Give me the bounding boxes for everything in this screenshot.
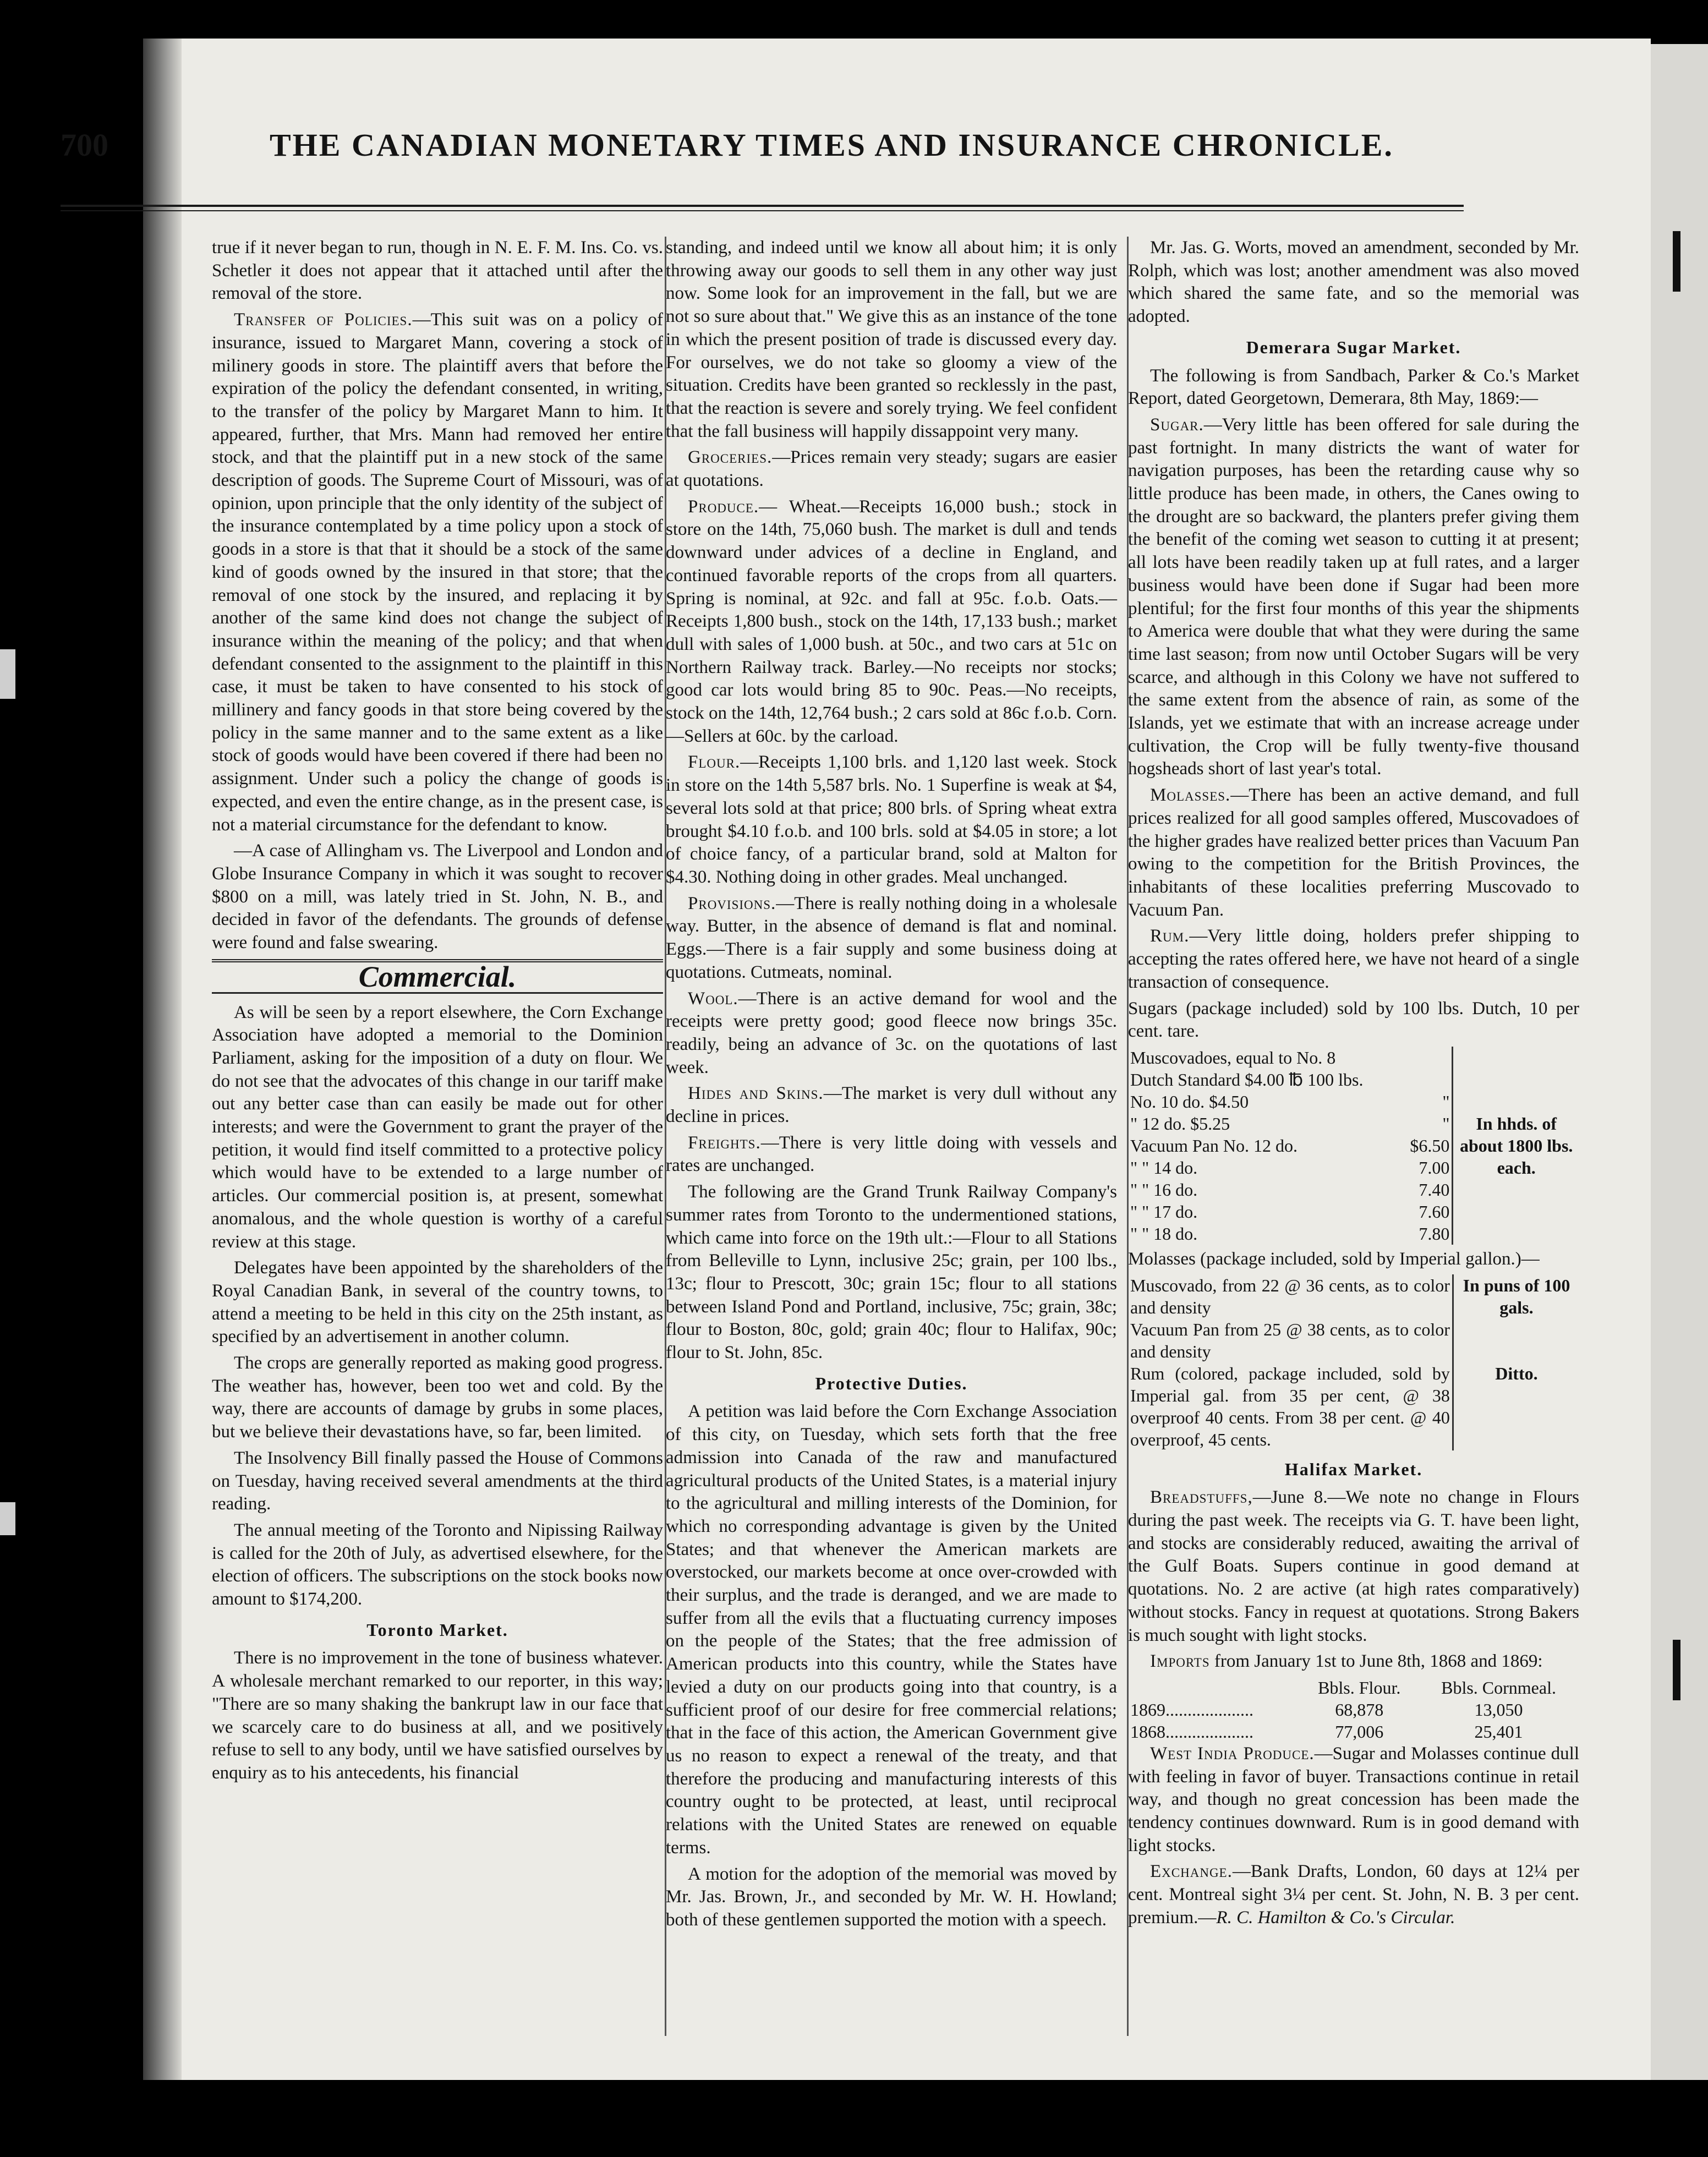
section-lead: Transfer of Policies. (234, 310, 413, 330)
sugar-price: 7.60 (1419, 1201, 1450, 1222)
paragraph-text: from January 1st to June 8th, 1868 and 1869: (1214, 1651, 1543, 1672)
section-lead: Groceries. (688, 447, 773, 468)
sugar-price: 7.00 (1419, 1157, 1450, 1178)
paragraph-produce (666, 496, 1117, 748)
section-lead: Flour. (688, 752, 741, 773)
paragraph: —A case of Allingham vs. The Liverpool and London and Globe Insurance Company in which it was sought to recover $800 on a mill, was lately tried in St. John, N. B., and decided in favor of the defendants. The grounds of defense were found and false swearing. (212, 841, 663, 953)
molasses-row: Muscovado, from 22 @ 36 cents, as to color and density (1130, 1275, 1450, 1317)
paragraph: The crops are generally reported as making good progress. The weather has, however, been too wet and cold. By the way, there are accounts of damage by grubs in some places, but we believe their devastations have, so far, been limited. (212, 1353, 663, 1442)
molasses-row: Vacuum Pan from 25 @ 38 cents, as to color and density (1130, 1319, 1450, 1361)
binding-mark (1673, 231, 1680, 292)
facing-page-edge (1651, 44, 1708, 2080)
paragraph-text: —Prices remain very steady; sugars are easier at quotations. (666, 447, 1117, 491)
section-lead: Exchange. (1150, 1862, 1233, 1882)
sugar-grade: " 12 do. $5.25 (1130, 1113, 1230, 1134)
table-row (1128, 1699, 1579, 1721)
imports-header: Bbls. Cornmeal. (1441, 1677, 1556, 1698)
film-edge-mark (0, 1502, 15, 1535)
imports-header (1128, 1677, 1300, 1699)
imports-cell: 13,050 (1474, 1699, 1523, 1720)
imports-cell: 1868.................... (1130, 1721, 1253, 1742)
paragraph: The following is from Sandbach, Parker & Co.'s Market Report, dated Georgetown, Demerara, 8th May, 1869:— (1128, 365, 1579, 409)
paragraph-text: —Receipts 1,100 brls. and 1,120 last week. Stock in store on the 14th 5,587 brls. No. 1 Superfine is weak at $4, several lots sold at that price; 800 brls. of Spring wheat extra brought $4.10 f.o.b. and 100 brls. sold at $4.05 in store; a lot of choice fancy, of a particular brand, sold at Malton for $4.30. Nothing doing in other grades. Meal unchanged. (666, 752, 1117, 887)
paragraph-text: —Sugar and Molasses continue dull with feeling in favor of buyer. Transactions continue in retail way, and though no great concession has been made the tendency continues downward. Rum is in good demand with light stocks. (1128, 1743, 1579, 1855)
column-2 (666, 237, 1117, 1935)
paragraph: standing, and indeed until we know all about him; it is only throwing away our goods to sell them in any other way just now. Some look for an improvement in the fall, but we are not so sure about that." We give this as an instance of the tone in which the present position of trade is discussed every day. For ourselves, we do not take so gloomy a view of the situation. Credits have been granted so recklessly in the past, that the reaction is severe and sorely trying. We feel confident that the fall business will happily dissappoint very many. (666, 238, 1117, 441)
paragraph-groceries (666, 446, 1117, 492)
imports-cell: 1869.................... (1130, 1699, 1253, 1720)
paragraph: A motion for the adoption of the memorial was moved by Mr. Jas. Brown, Jr., and seconded by Mr. W. H. Howland; both of these gentlemen supported the motion with a speech. (666, 1864, 1117, 1930)
toronto-market-heading: Toronto Market. (366, 1619, 508, 1640)
sugar-price: $6.50 (1410, 1135, 1450, 1156)
paragraph-exchange (1128, 1860, 1579, 1929)
demerara-heading: Demerara Sugar Market. (1246, 337, 1461, 357)
paragraph-west-india (1128, 1743, 1579, 1858)
sugar-grade: Muscovadoes, equal to No. 8 (1130, 1047, 1336, 1067)
sugar-grade: " " 16 do. (1130, 1179, 1198, 1200)
paragraph: As will be seen by a report elsewhere, the Corn Exchange Association have adopted a memorial to the Dominion Parliament, asking for the imposition of a duty on flour. We do not see that the advocates of this change in our tariff make out any better case than can easily be made out for other interests; and were the Government to grant the prayer of the petition, it would find itself committed to a protective policy which would have to be extended to a large number of articles. Our commercial position is, at present, somewhat anomalous, and the whole question is worthy of a careful review at this stage. (212, 1002, 663, 1252)
sugar-price (1408, 1047, 1453, 1069)
paragraph: true if it never began to run, though in N. E. F. M. Ins. Co. vs. Schetler it does not appear that it attached until after the removal of the store. (212, 238, 663, 304)
paragraph-text: —There has been an active demand, and full prices realized for all good samples offered, Muscovadoes of the higher grades have realized better prices than Vacuum Pan owing to the competition for the British Provinces, the inhabitants of these localities preferring Muscovado to Vacuum Pan. (1128, 785, 1579, 920)
sugar-grade: " " 14 do. (1130, 1157, 1198, 1178)
paragraph-text: —There is really nothing doing in a wholesale way. Butter, in the absence of demand is flat and nominal. Eggs.—There is a fair supply and some business doing at quotations. Cutmeats, nominal. (666, 893, 1117, 982)
paragraph-wool (666, 988, 1117, 1080)
section-lead: Produce. (688, 496, 759, 517)
molasses-rows (1128, 1274, 1453, 1362)
paragraph-sugar (1128, 414, 1579, 781)
paragraph-rum (1128, 925, 1579, 994)
paragraph: Mr. Jas. G. Worts, moved an amendment, seconded by Mr. Rolph, which was lost; another amendment was also moved which shared the same fate, and so the memorial was adopted. (1128, 238, 1579, 327)
commercial-heading: Commercial. (212, 959, 663, 994)
column-1 (212, 237, 663, 1788)
section-lead: Hides and Skins. (688, 1083, 824, 1104)
page-header (61, 110, 1464, 171)
molasses-table-title: Molasses (package included, sold by Imperial gallon.)— (1128, 1249, 1540, 1269)
imports-cell: 25,401 (1474, 1721, 1523, 1742)
section-lead: Freights. (688, 1132, 761, 1153)
sugar-price: 7.40 (1419, 1179, 1450, 1200)
sugar-grade: No. 10 do. $4.50 (1130, 1091, 1249, 1112)
table-row (1128, 1047, 1579, 1069)
paragraph-molasses (1128, 784, 1579, 922)
paragraph-text: —There is very little doing with vessels and rates are unchanged. (666, 1132, 1117, 1176)
paragraph-text: —Very little doing, holders prefer shipping to accepting the rates offered here, we have not heard of a single transaction of consequence. (1128, 926, 1579, 992)
paragraph-text: —Very little has been offered for sale during the past fortnight. In many districts the want of water for navigation purposes, has been the retarding cause why so little produce has been made, in others, the Canes owing to the drought are so backward, the planters prefer giving them the benefit of the coming wet season to cutting it at present; all lots have been readily taken up at full rates, and a larger business would have been done if Sugar had been more plentiful; for the first four months of this year the shipments to America were double that what they were during the same time last season; from now until October Sugars will be very scarce, and although in this Colony we have not suffered to the same extent from the absence of rain, as some of the Islands, yet we estimate that with an increase acreage under cultivation, the Crop will be fully twenty-five thousand hogsheads short of last year's total. (1128, 414, 1579, 779)
section-lead: Imports (1150, 1651, 1210, 1672)
paragraph: Delegates have been appointed by the shareholders of the Royal Canadian Bank, in several of the country towns, to attend a meeting to be held in this city on the 25th instant, as specified by an advertisement in another column. (212, 1258, 663, 1347)
paragraph-breadstuffs (1128, 1486, 1579, 1647)
film-edge-mark (0, 649, 15, 699)
sugars-table-title: Sugars (package included) sold by 100 lbs. Dutch, 10 per cent. tare. (1128, 998, 1579, 1042)
sugar-grade: " " 17 do. (1130, 1201, 1198, 1222)
sugars-table (1128, 1047, 1579, 1245)
paragraph-freights (666, 1132, 1117, 1178)
paragraph-imports (1128, 1650, 1579, 1673)
paragraph: The following are the Grand Trunk Railway Company's summer rates from Toronto to the undermentioned stations, which came into force on the 19th ult.:—Flour to all Stations from Belleville to Lynn, inclusive 25c; grain, per 100 lbs., 13c; flour to Prescott, 30c; grain 15c; flour to all stations between Island Pond and Portland, inclusive, 75c; grain, 38c; flour to Boston, 80c, gold; grain 40c; flour to Halifax, 90c; flour to St. John, 85c. (666, 1182, 1117, 1363)
paragraph-hides (666, 1082, 1117, 1128)
paragraph: A petition was laid before the Corn Exchange Association of this city, on Tuesday, which sets forth that the free admission into Canada of the raw and manufactured agricultural products of the United States, is a material injury to the agricultural and milling interests of the Dominion, for which no corresponding advantage is given by the United States; and that whenever the American markets are overstocked, our markets become at once over-crowded with their surplus, and the trade is deranged, and we are made to suffer from all the evils that a fluctuating currency imposes on the people of the States; that the free admission of American products into this country, while the States have levied a duty on our products going into that country, is a sufficient proof of our desire for free commercial relations; that in the face of this action, the American Government give us no reason to expect a renewal of the treaty, and that therefore the producing and manufacturing interests of this country ought to be protected, at least, until reciprocal relations with the United States are renewed on equable terms. (666, 1401, 1117, 1858)
column-3 (1128, 237, 1579, 1933)
paragraph: The Insolvency Bill finally passed the House of Commons on Tuesday, having received several amendments at the third reading. (212, 1448, 663, 1514)
publication-title: THE CANADIAN MONETARY TIMES AND INSURANCE CHRONICLE. (270, 127, 1394, 163)
section-lead: Molasses. (1150, 785, 1231, 806)
paragraph-text: — Wheat.—Receipts 16,000 bush.; stock in store on the 14th, 75,060 bush. The market is dull and tends downward under advices of a decline in England, and continued favorable reports of the crops from all quarters. Spring is nominal, at 92c. and fall at 95c. f.o.b. Oats.—Receipts 1,800 bush., stock on the 14th, 17,133 bush.; market dull with sales of 1,000 bush. at 50c., and two cars at 51c on Northern Railway track. Barley.—No receipts nor stocks; good car lots would bring 85 to 90c. Peas.—No receipts, stock on the 14th, 12,764 bush.; 2 cars sold at 86c f.o.b. Corn.—Sellers at 60c. by the carload. (666, 496, 1117, 746)
sugar-price: 7.80 (1419, 1223, 1450, 1244)
paragraph-provisions (666, 893, 1117, 984)
molasses-table (1128, 1274, 1579, 1450)
molasses-note: In puns of 100 gals. (1453, 1274, 1579, 1362)
protective-duties-heading: Protective Duties. (815, 1373, 968, 1393)
paragraph: There is no improvement in the tone of business whatever. A wholesale merchant remarked to our reporter, in this way; "There are so many shaking the bankrupt law in our face that we scarcely care to do business at all, and we positively refuse to sell to any body, until we have satisfied ourselves by enquiry as to his antecedents, his financial (212, 1648, 663, 1783)
paragraph-flour (666, 751, 1117, 889)
binding-mark (1673, 1640, 1680, 1700)
paragraph-text: —June 8.—We note no change in Flours during the past week. The receipts via G. T. have been light, and stocks are considerably reduced, awaiting the arrival of the Gulf Boats. Supers continue in good demand at quotations. No. 2 are active (at high rates comparatively) without stocks. Fancy in request at quotations. Strong Bakers is much sought with light stocks. (1128, 1487, 1579, 1645)
imports-table (1128, 1677, 1579, 1743)
imports-header: Bbls. Flour. (1318, 1677, 1401, 1698)
sugar-price: " (1442, 1113, 1450, 1134)
signature: R. C. Hamilton & Co.'s Circular. (1216, 1907, 1455, 1928)
sugar-price (1408, 1069, 1453, 1091)
rum-note: Ditto. (1453, 1362, 1579, 1450)
page-gutter (143, 39, 182, 2080)
sugars-note: In hhds. of about 1800 lbs. each. (1453, 1047, 1579, 1245)
section-lead: Provisions. (688, 893, 776, 913)
paragraph-text: —There is an active demand for wool and the receipts were pretty good; good fleece now brings 35c. readily, being an advance of 3c. on the quotations of last week. (666, 988, 1117, 1077)
sugar-grade: Dutch Standard $4.00 ℔ 100 lbs. (1130, 1069, 1364, 1090)
page-number: 700 (61, 127, 108, 163)
table-row (1128, 1721, 1579, 1743)
section-lead: Breadstuffs, (1150, 1487, 1253, 1508)
section-lead: Wool. (688, 988, 738, 1009)
sugar-price: " (1442, 1091, 1450, 1112)
imports-cell: 77,006 (1335, 1721, 1384, 1742)
paragraph-text: —Bank Drafts, London, 60 days at 12¼ per cent. Montreal sight 3¼ per cent. St. John, N. B. 3 per cent. premium.— (1128, 1862, 1579, 1928)
paragraph-text: —This suit was on a policy of insurance, issued to Margaret Mann, covering a stock of milinery goods in store. The plaintiff avers that before the expiration of the policy the defendant consented, in writing, to the transfer of the policy by Margaret Mann to him. It appeared, further, that Mrs. Mann had removed her entire stock, and that the plaintiff put in a new stock of the same description of goods. The Supreme Court of Missouri, was of opinion, upon principle that the only identity of the subject of the insurance contemplated by a time policy upon a stock of goods in a store is that that it should be a stock of the same kind of goods owned by the insured in that store; that the removal of one stock by the insured, and replacing it by another of the same kind does not change the subject of insurance within the meaning of the policy; and that when defendant consented to the assignment to the plaintiff in this case, it must be taken to have consented to his stock of millinery and fancy goods in that store being covered by the policy in the same manner and to the same extent as a like stock of goods would have been covered if there had been no assignment. Under such a policy the change of goods is expected, and even the entire change, as in the present case, is not a material circumstance for the defendant to know. (212, 310, 663, 835)
section-lead: West India Produce. (1150, 1743, 1315, 1764)
sugar-grade: Vacuum Pan No. 12 do. (1130, 1135, 1298, 1156)
header-rule (61, 205, 1464, 207)
section-lead: Rum. (1150, 926, 1190, 946)
sugar-grade: " " 18 do. (1130, 1223, 1198, 1244)
paragraph-text: —The market is very dull without any decline in prices. (666, 1083, 1117, 1127)
halifax-heading: Halifax Market. (1284, 1459, 1423, 1479)
rum-row: Rum (colored, package included, sold by Imperial gal. from 35 per cent, @ 38 overproof 40 cents. From 38 per cent. @ 40 overproof, 45 cents. (1130, 1363, 1450, 1449)
header-rule-thin (61, 210, 1464, 211)
paragraph: The annual meeting of the Toronto and Nipissing Railway is called for the 20th of July, as advertised elsewhere, for the election of officers. The subscriptions on the stock books now amount to $174,200. (212, 1520, 663, 1609)
imports-cell: 68,878 (1335, 1699, 1384, 1720)
paragraph-transfer-of-policies (212, 309, 663, 836)
section-lead: Sugar. (1150, 414, 1204, 435)
